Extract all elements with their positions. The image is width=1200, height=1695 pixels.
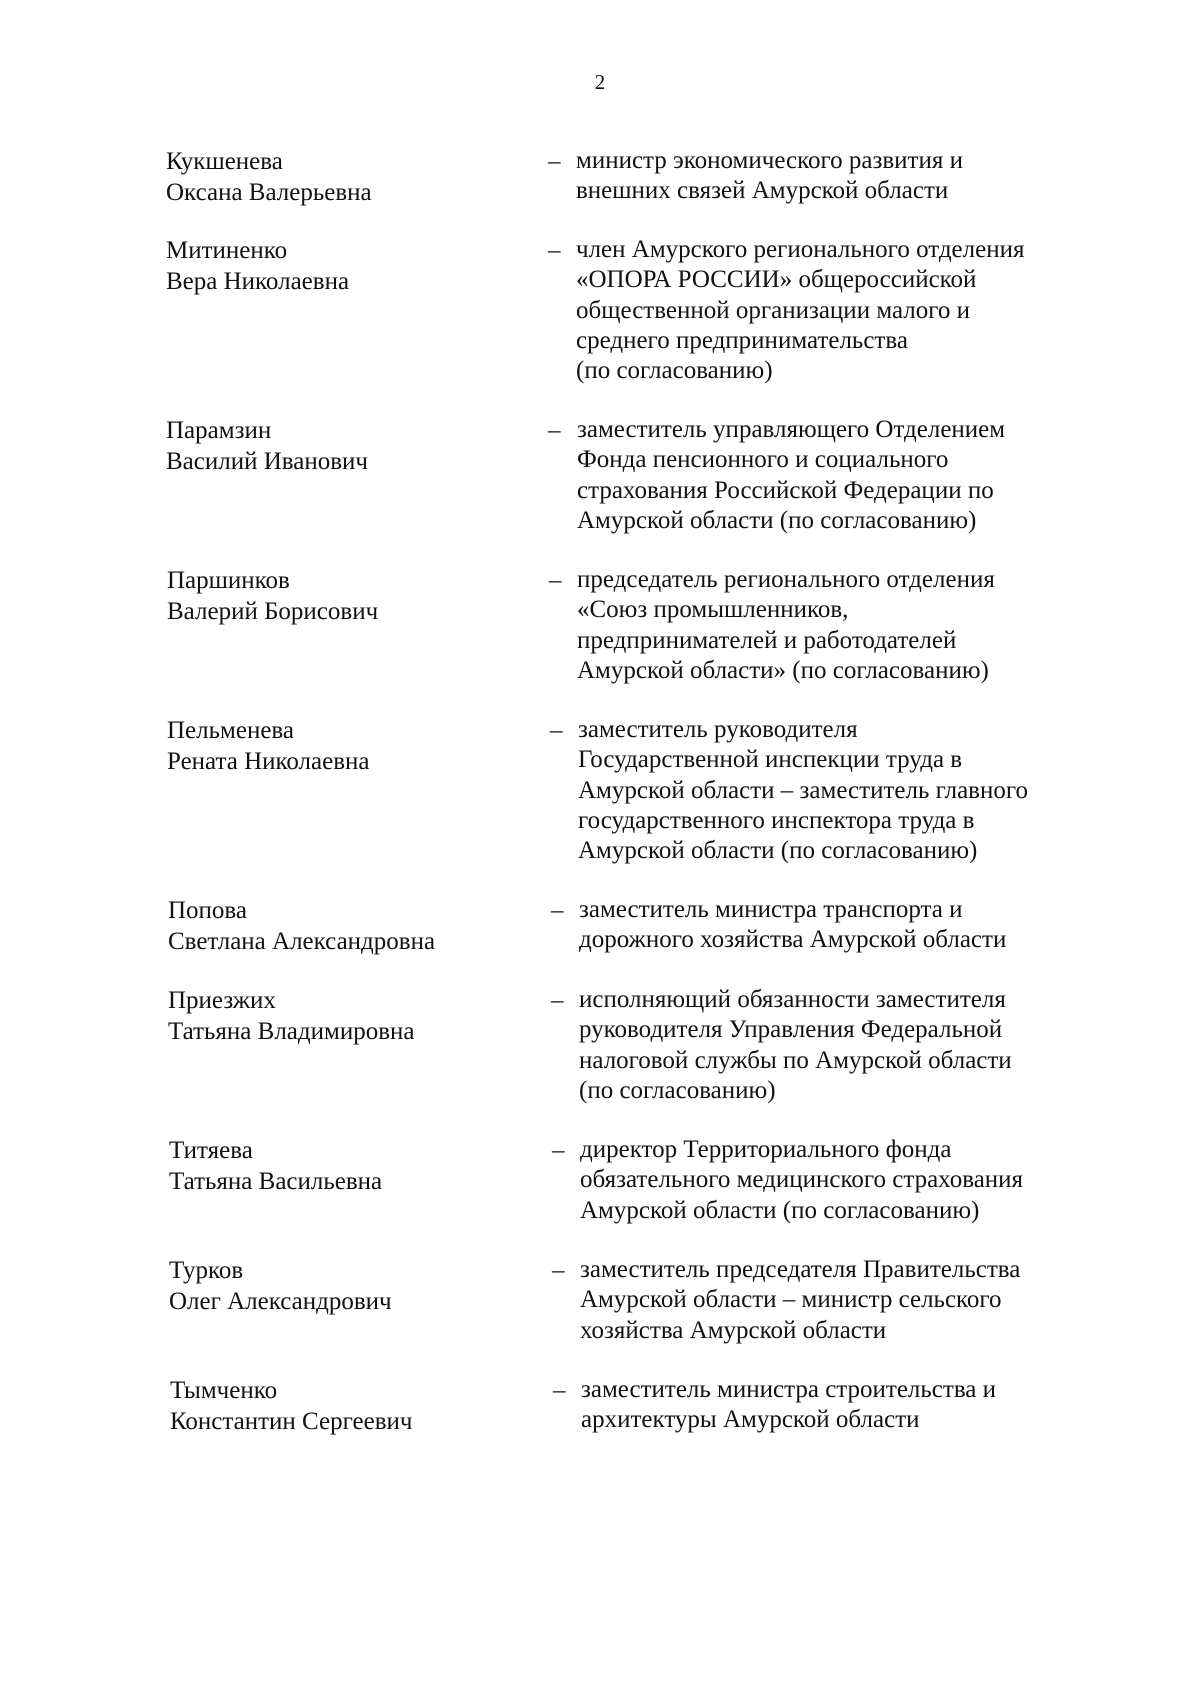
member-given-name: Татьяна Владимировна (168, 1018, 415, 1045)
member-given-name: Светлана Александровна (168, 928, 436, 955)
member-given-name: Василий Иванович (166, 448, 368, 475)
role-line: заместитель председателя Правительства (580, 1256, 1021, 1283)
member-name (166, 415, 368, 477)
dash-separator: – (548, 237, 561, 264)
dash-separator: – (551, 897, 564, 924)
dash-separator: – (553, 1377, 566, 1404)
member-role (581, 1375, 996, 1436)
role-line: Государственной инспекции труда в (578, 746, 963, 774)
member-role (580, 1255, 1020, 1346)
member-role (580, 1135, 1023, 1226)
role-line: (по согласованию) (576, 357, 773, 385)
member-role (577, 415, 1005, 536)
member-surname: Кукшенева (166, 148, 283, 175)
member-given-name: Рената Николаевна (167, 748, 370, 775)
role-line: хозяйства Амурской области (580, 1316, 887, 1344)
member-name (167, 565, 378, 627)
dash-separator: – (551, 987, 564, 1014)
member-surname: Митиненко (166, 237, 288, 264)
role-line: предпринимателей и работодателей (577, 626, 957, 654)
role-line: заместитель министра строительства и (581, 1376, 997, 1403)
role-line: заместитель руководителя (578, 716, 858, 743)
member-surname: Попова (168, 897, 248, 924)
member-given-name: Валерий Борисович (167, 598, 379, 625)
role-line: страхования Российской Федерации по (577, 476, 994, 504)
member-name (166, 146, 372, 208)
role-line: Амурской области» (по согласованию) (577, 656, 989, 684)
role-line: (по согласованию) (579, 1076, 776, 1104)
member-role (579, 985, 1012, 1106)
member-surname: Паршинков (167, 567, 290, 594)
role-line: руководителя Управления Федеральной (579, 1016, 1003, 1044)
member-surname: Титяева (169, 1137, 253, 1164)
role-line: среднего предпринимательства (576, 326, 908, 354)
role-line: председатель регионального отделения (577, 566, 995, 593)
member-role (578, 715, 1028, 866)
role-line: дорожного хозяйства Амурской области (579, 926, 1007, 954)
role-line: Амурской области (по согласованию) (580, 1196, 980, 1224)
member-surname: Тымченко (170, 1377, 278, 1404)
role-line: «ОПОРА РОССИИ» общероссийской (576, 266, 977, 294)
member-given-name: Оксана Валерьевна (166, 179, 372, 206)
role-line: архитектуры Амурской области (581, 1406, 920, 1434)
role-line: государственного инспектора труда в (578, 806, 975, 834)
member-given-name: Олег Александрович (169, 1288, 392, 1315)
member-given-name: Татьяна Васильевна (169, 1168, 383, 1195)
member-name (170, 1375, 413, 1437)
member-given-name: Константин Сергеевич (170, 1408, 413, 1435)
role-line: заместитель министра транспорта и (579, 896, 963, 923)
member-name (169, 1255, 392, 1317)
role-line: Амурской области – министр сельского (580, 1286, 1002, 1314)
member-name (168, 985, 414, 1047)
dash-separator: – (548, 417, 561, 444)
member-surname: Пельменева (167, 717, 294, 744)
role-line: заместитель управляющего Отделением (577, 416, 1006, 443)
role-line: исполняющий обязанности заместителя (579, 986, 1006, 1013)
page-number: 2 (594, 70, 606, 94)
member-name (169, 1135, 382, 1197)
member-surname: Парамзин (166, 417, 272, 444)
member-given-name: Вера Николаевна (166, 268, 350, 295)
role-line: Амурской области (по согласованию) (577, 506, 977, 534)
member-name (166, 235, 349, 297)
role-line: Амурской области (по согласованию) (578, 837, 978, 865)
dash-separator: – (548, 148, 561, 175)
role-line: директор Территориального фонда (580, 1136, 952, 1163)
dash-separator: – (549, 567, 562, 594)
role-line: Фонда пенсионного и социального (577, 446, 949, 474)
role-line: министр экономического развития и (576, 147, 963, 174)
role-line: налоговой службы по Амурской области (579, 1046, 1012, 1074)
role-line: обязательного медицинского страхования (580, 1166, 1024, 1194)
role-line: внешних связей Амурской области (576, 177, 949, 205)
member-name (167, 715, 370, 777)
member-surname: Приезжих (168, 987, 276, 1014)
dash-separator: – (552, 1137, 565, 1164)
member-role (577, 565, 995, 686)
member-surname: Турков (169, 1257, 244, 1284)
member-role (576, 235, 1024, 386)
role-line: член Амурского регионального отделения (576, 236, 1025, 263)
member-role (576, 146, 963, 207)
role-line: общественной организации малого и (576, 296, 971, 324)
dash-separator: – (550, 717, 563, 744)
member-name (168, 895, 435, 957)
role-line: «Союз промышленников, (577, 596, 849, 624)
member-role (579, 895, 1006, 956)
role-line: Амурской области – заместитель главного (578, 776, 1028, 804)
dash-separator: – (552, 1257, 565, 1284)
